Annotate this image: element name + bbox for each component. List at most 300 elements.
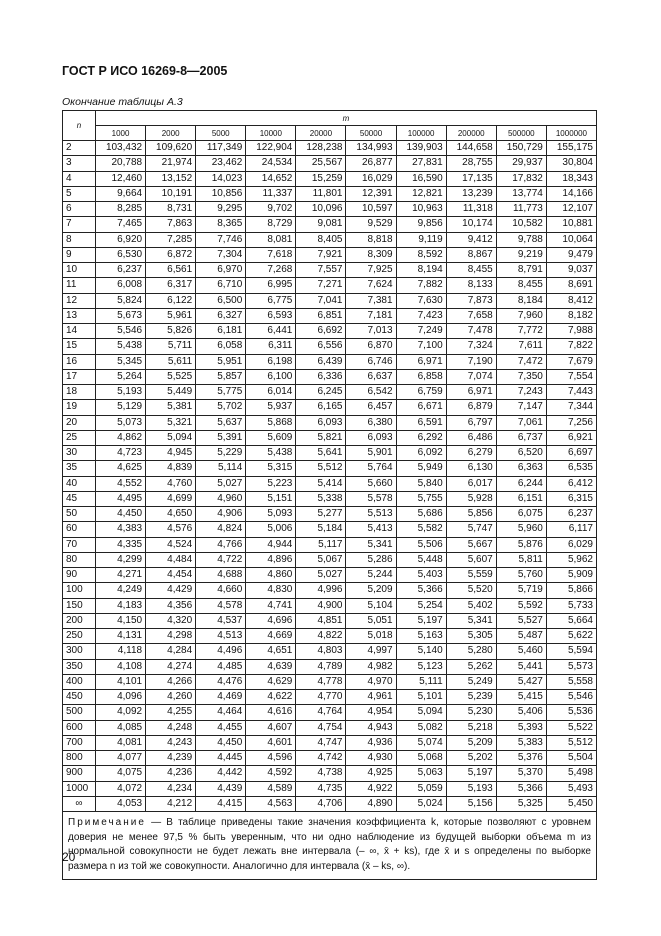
value-cell: 5,522 <box>546 720 596 735</box>
m-column-500000: 500000 <box>496 126 546 141</box>
value-cell: 5,525 <box>146 369 196 384</box>
row-n-cell: ∞ <box>63 796 96 811</box>
value-cell: 18,343 <box>546 171 596 186</box>
value-cell: 4,803 <box>296 644 346 659</box>
value-cell: 5,286 <box>346 552 396 567</box>
value-cell: 5,383 <box>496 735 546 750</box>
value-cell: 5,901 <box>346 446 396 461</box>
table-row <box>63 598 597 613</box>
value-cell: 4,997 <box>346 644 396 659</box>
value-cell: 6,870 <box>346 339 396 354</box>
value-cell: 4,469 <box>196 690 246 705</box>
value-cell: 9,788 <box>496 232 546 247</box>
value-cell: 6,117 <box>546 522 596 537</box>
table-row <box>63 171 597 186</box>
value-cell: 6,017 <box>446 476 496 491</box>
value-cell: 14,166 <box>546 186 596 201</box>
row-n-cell: 50 <box>63 507 96 522</box>
value-cell: 5,448 <box>396 552 446 567</box>
value-cell: 6,872 <box>146 247 196 262</box>
value-cell: 12,107 <box>546 202 596 217</box>
row-n-cell: 800 <box>63 751 96 766</box>
value-cell: 7,658 <box>446 308 496 323</box>
value-cell: 5,719 <box>496 583 546 598</box>
value-cell: 5,093 <box>246 507 296 522</box>
table-row <box>63 491 597 506</box>
value-cell: 5,824 <box>96 293 146 308</box>
value-cell: 13,774 <box>496 186 546 201</box>
value-cell: 4,896 <box>246 552 296 567</box>
value-cell: 8,182 <box>546 308 596 323</box>
row-n-cell: 10 <box>63 263 96 278</box>
value-cell: 5,068 <box>396 751 446 766</box>
row-n-cell: 90 <box>63 568 96 583</box>
value-cell: 4,239 <box>146 751 196 766</box>
value-cell: 5,937 <box>246 400 296 415</box>
value-cell: 5,536 <box>546 705 596 720</box>
value-cell: 5,493 <box>546 781 596 796</box>
table-row <box>63 537 597 552</box>
value-cell: 6,500 <box>196 293 246 308</box>
value-cell: 5,857 <box>196 369 246 384</box>
m-column-5000: 5000 <box>196 126 246 141</box>
table-row <box>63 354 597 369</box>
value-cell: 5,163 <box>396 629 446 644</box>
value-cell: 5,073 <box>96 415 146 430</box>
value-cell: 5,438 <box>246 446 296 461</box>
value-cell: 5,686 <box>396 507 446 522</box>
value-cell: 6,100 <box>246 369 296 384</box>
value-cell: 5,573 <box>546 659 596 674</box>
value-cell: 5,449 <box>146 385 196 400</box>
value-cell: 10,597 <box>346 202 396 217</box>
value-cell: 6,130 <box>446 461 496 476</box>
value-cell: 5,611 <box>146 354 196 369</box>
row-n-cell: 5 <box>63 186 96 201</box>
value-cell: 8,729 <box>246 217 296 232</box>
value-cell: 4,639 <box>246 659 296 674</box>
value-cell: 4,552 <box>96 476 146 491</box>
value-cell: 4,625 <box>96 461 146 476</box>
value-cell: 4,356 <box>146 598 196 613</box>
value-cell: 9,412 <box>446 232 496 247</box>
value-cell: 7,443 <box>546 385 596 400</box>
value-cell: 6,122 <box>146 293 196 308</box>
value-cell: 5,381 <box>146 400 196 415</box>
value-cell: 4,131 <box>96 629 146 644</box>
value-cell: 4,260 <box>146 690 196 705</box>
page-number: 20 <box>62 850 76 864</box>
value-cell: 5,024 <box>396 796 446 811</box>
value-cell: 4,445 <box>196 751 246 766</box>
value-cell: 4,415 <box>196 796 246 811</box>
value-cell: 4,320 <box>146 613 196 628</box>
value-cell: 4,944 <box>246 537 296 552</box>
value-cell: 4,118 <box>96 644 146 659</box>
value-cell: 7,423 <box>396 308 446 323</box>
value-cell: 5,450 <box>546 796 596 811</box>
value-cell: 7,249 <box>396 324 446 339</box>
value-cell: 4,770 <box>296 690 346 705</box>
value-cell: 10,096 <box>296 202 346 217</box>
table-row <box>63 217 597 232</box>
value-cell: 10,191 <box>146 186 196 201</box>
value-cell: 5,504 <box>546 751 596 766</box>
value-cell: 7,882 <box>396 278 446 293</box>
value-cell: 4,183 <box>96 598 146 613</box>
row-n-cell: 19 <box>63 400 96 415</box>
value-cell: 7,472 <box>496 354 546 369</box>
value-cell: 5,821 <box>296 430 346 445</box>
value-cell: 7,925 <box>346 263 396 278</box>
row-n-cell: 600 <box>63 720 96 735</box>
table-row <box>63 415 597 430</box>
value-cell: 5,460 <box>496 644 546 659</box>
value-cell: 4,754 <box>296 720 346 735</box>
value-cell: 4,484 <box>146 552 196 567</box>
value-cell: 26,877 <box>346 156 396 171</box>
value-cell: 4,960 <box>196 491 246 506</box>
table-row <box>63 674 597 689</box>
value-cell: 5,667 <box>446 537 496 552</box>
table-row <box>63 735 597 750</box>
value-cell: 25,567 <box>296 156 346 171</box>
table-row <box>63 263 597 278</box>
value-cell: 4,266 <box>146 674 196 689</box>
value-cell: 17,832 <box>496 171 546 186</box>
value-cell: 6,198 <box>246 354 296 369</box>
value-cell: 4,930 <box>346 751 396 766</box>
value-cell: 4,092 <box>96 705 146 720</box>
value-cell: 5,027 <box>196 476 246 491</box>
value-cell: 5,345 <box>96 354 146 369</box>
value-cell: 7,190 <box>446 354 496 369</box>
value-cell: 6,245 <box>296 385 346 400</box>
value-cell: 4,589 <box>246 781 296 796</box>
value-cell: 6,237 <box>546 507 596 522</box>
row-n-cell: 20 <box>63 415 96 430</box>
value-cell: 4,072 <box>96 781 146 796</box>
value-cell: 6,775 <box>246 293 296 308</box>
value-cell: 6,439 <box>296 354 346 369</box>
value-cell: 4,429 <box>146 583 196 598</box>
value-cell: 5,856 <box>446 507 496 522</box>
value-cell: 7,285 <box>146 232 196 247</box>
value-cell: 6,851 <box>296 308 346 323</box>
value-cell: 4,922 <box>346 781 396 796</box>
value-cell: 21,974 <box>146 156 196 171</box>
value-cell: 5,811 <box>496 552 546 567</box>
value-cell: 4,970 <box>346 674 396 689</box>
value-cell: 12,391 <box>346 186 396 201</box>
row-n-cell: 70 <box>63 537 96 552</box>
value-cell: 5,341 <box>446 613 496 628</box>
value-cell: 5,249 <box>446 674 496 689</box>
value-cell: 4,778 <box>296 674 346 689</box>
value-cell: 4,234 <box>146 781 196 796</box>
value-cell: 4,150 <box>96 613 146 628</box>
value-cell: 10,963 <box>396 202 446 217</box>
value-cell: 5,197 <box>446 766 496 781</box>
value-cell: 5,277 <box>296 507 346 522</box>
value-cell: 7,624 <box>346 278 396 293</box>
value-cell: 12,821 <box>396 186 446 201</box>
row-n-cell: 700 <box>63 735 96 750</box>
m-column-header: m <box>96 111 597 126</box>
value-cell: 8,791 <box>496 263 546 278</box>
value-cell: 4,537 <box>196 613 246 628</box>
value-cell: 4,651 <box>246 644 296 659</box>
value-cell: 4,696 <box>246 613 296 628</box>
value-cell: 5,202 <box>446 751 496 766</box>
value-cell: 5,594 <box>546 644 596 659</box>
row-n-cell: 17 <box>63 369 96 384</box>
value-cell: 6,181 <box>196 324 246 339</box>
m-column-100000: 100000 <box>396 126 446 141</box>
value-cell: 6,971 <box>396 354 446 369</box>
value-cell: 4,862 <box>96 430 146 445</box>
value-cell: 4,839 <box>146 461 196 476</box>
value-cell: 6,317 <box>146 278 196 293</box>
m-column-1000000: 1000000 <box>546 126 596 141</box>
table-row <box>63 247 597 262</box>
value-cell: 4,860 <box>246 568 296 583</box>
value-cell: 5,498 <box>546 766 596 781</box>
value-cell: 9,664 <box>96 186 146 201</box>
value-cell: 4,747 <box>296 735 346 750</box>
value-cell: 6,637 <box>346 369 396 384</box>
value-cell: 4,669 <box>246 629 296 644</box>
value-cell: 29,937 <box>496 156 546 171</box>
value-cell: 7,465 <box>96 217 146 232</box>
value-cell: 9,295 <box>196 202 246 217</box>
value-cell: 5,660 <box>346 476 396 491</box>
value-cell: 5,622 <box>546 629 596 644</box>
value-cell: 4,622 <box>246 690 296 705</box>
value-cell: 4,925 <box>346 766 396 781</box>
row-n-cell: 150 <box>63 598 96 613</box>
table-note <box>63 812 597 880</box>
value-cell: 4,822 <box>296 629 346 644</box>
value-cell: 5,366 <box>396 583 446 598</box>
table-row <box>63 583 597 598</box>
row-n-cell: 12 <box>63 293 96 308</box>
row-n-cell: 14 <box>63 324 96 339</box>
value-cell: 9,119 <box>396 232 446 247</box>
row-n-cell: 100 <box>63 583 96 598</box>
value-cell: 4,075 <box>96 766 146 781</box>
value-cell: 4,096 <box>96 690 146 705</box>
value-cell: 5,063 <box>396 766 446 781</box>
value-cell: 7,921 <box>296 247 346 262</box>
value-cell: 6,092 <box>396 446 446 461</box>
value-cell: 6,008 <box>96 278 146 293</box>
row-n-cell: 3 <box>63 156 96 171</box>
value-cell: 6,591 <box>396 415 446 430</box>
value-cell: 5,262 <box>446 659 496 674</box>
value-cell: 15,259 <box>296 171 346 186</box>
value-cell: 5,760 <box>496 568 546 583</box>
value-cell: 4,513 <box>196 629 246 644</box>
value-cell: 7,344 <box>546 400 596 415</box>
value-cell: 5,280 <box>446 644 496 659</box>
value-cell: 122,904 <box>246 141 296 156</box>
value-cell: 6,336 <box>296 369 346 384</box>
value-cell: 6,671 <box>396 400 446 415</box>
value-cell: 4,563 <box>246 796 296 811</box>
value-cell: 5,960 <box>496 522 546 537</box>
value-cell: 6,093 <box>296 415 346 430</box>
value-cell: 4,454 <box>146 568 196 583</box>
value-cell: 109,620 <box>146 141 196 156</box>
n-column-header: n <box>63 111 96 141</box>
value-cell: 8,184 <box>496 293 546 308</box>
table-row <box>63 522 597 537</box>
value-cell: 6,746 <box>346 354 396 369</box>
row-n-cell: 15 <box>63 339 96 354</box>
value-cell: 6,165 <box>296 400 346 415</box>
value-cell: 6,237 <box>96 263 146 278</box>
value-cell: 6,561 <box>146 263 196 278</box>
value-cell: 24,534 <box>246 156 296 171</box>
value-cell: 5,117 <box>296 537 346 552</box>
value-cell: 6,971 <box>446 385 496 400</box>
value-cell: 6,311 <box>246 339 296 354</box>
value-cell: 7,041 <box>296 293 346 308</box>
table-row <box>63 629 597 644</box>
table-row <box>63 324 597 339</box>
value-cell: 8,133 <box>446 278 496 293</box>
value-cell: 4,699 <box>146 491 196 506</box>
value-cell: 6,920 <box>96 232 146 247</box>
value-cell: 8,309 <box>346 247 396 262</box>
value-cell: 103,432 <box>96 141 146 156</box>
row-n-cell: 500 <box>63 705 96 720</box>
value-cell: 7,324 <box>446 339 496 354</box>
value-cell: 5,513 <box>346 507 396 522</box>
row-n-cell: 40 <box>63 476 96 491</box>
value-cell: 7,988 <box>546 324 596 339</box>
row-n-cell: 2 <box>63 141 96 156</box>
value-cell: 10,881 <box>546 217 596 232</box>
note-row <box>63 812 597 880</box>
value-cell: 7,863 <box>146 217 196 232</box>
value-cell: 5,229 <box>196 446 246 461</box>
table-row <box>63 690 597 705</box>
value-cell: 4,943 <box>346 720 396 735</box>
value-cell: 9,702 <box>246 202 296 217</box>
row-n-cell: 400 <box>63 674 96 689</box>
value-cell: 5,094 <box>146 430 196 445</box>
table-row <box>63 766 597 781</box>
value-cell: 5,607 <box>446 552 496 567</box>
value-cell: 5,184 <box>296 522 346 537</box>
value-cell: 7,350 <box>496 369 546 384</box>
value-cell: 4,255 <box>146 705 196 720</box>
value-cell: 7,873 <box>446 293 496 308</box>
value-cell: 5,427 <box>496 674 546 689</box>
value-cell: 5,305 <box>446 629 496 644</box>
value-cell: 5,082 <box>396 720 446 735</box>
value-cell: 5,520 <box>446 583 496 598</box>
value-cell: 5,951 <box>196 354 246 369</box>
value-cell: 4,274 <box>146 659 196 674</box>
value-cell: 5,230 <box>446 705 496 720</box>
value-cell: 6,363 <box>496 461 546 476</box>
value-cell: 9,856 <box>396 217 446 232</box>
value-cell: 6,879 <box>446 400 496 415</box>
value-cell: 27,831 <box>396 156 446 171</box>
value-cell: 6,292 <box>396 430 446 445</box>
value-cell: 5,826 <box>146 324 196 339</box>
value-cell: 5,909 <box>546 568 596 583</box>
value-cell: 155,175 <box>546 141 596 156</box>
m-column-1000: 1000 <box>96 126 146 141</box>
value-cell: 28,755 <box>446 156 496 171</box>
row-n-cell: 80 <box>63 552 96 567</box>
value-cell: 128,238 <box>296 141 346 156</box>
value-cell: 4,442 <box>196 766 246 781</box>
value-cell: 7,618 <box>246 247 296 262</box>
value-cell: 5,512 <box>546 735 596 750</box>
value-cell: 5,733 <box>546 598 596 613</box>
value-cell: 4,081 <box>96 735 146 750</box>
row-n-cell: 7 <box>63 217 96 232</box>
value-cell: 4,688 <box>196 568 246 583</box>
value-cell: 4,101 <box>96 674 146 689</box>
value-cell: 5,402 <box>446 598 496 613</box>
value-cell: 7,478 <box>446 324 496 339</box>
value-cell: 9,479 <box>546 247 596 262</box>
value-cell: 5,193 <box>446 781 496 796</box>
value-cell: 4,982 <box>346 659 396 674</box>
value-cell: 4,439 <box>196 781 246 796</box>
value-cell: 139,903 <box>396 141 446 156</box>
value-cell: 6,058 <box>196 339 246 354</box>
row-n-cell: 9 <box>63 247 96 262</box>
table-row <box>63 720 597 735</box>
value-cell: 4,890 <box>346 796 396 811</box>
value-cell: 8,455 <box>446 263 496 278</box>
value-cell: 17,135 <box>446 171 496 186</box>
value-cell: 8,412 <box>546 293 596 308</box>
value-cell: 4,476 <box>196 674 246 689</box>
row-n-cell: 13 <box>63 308 96 323</box>
value-cell: 6,457 <box>346 400 396 415</box>
table-caption: Окончание таблицы А.3 <box>62 96 183 108</box>
value-cell: 6,315 <box>546 491 596 506</box>
value-cell: 11,337 <box>246 186 296 201</box>
value-cell: 8,592 <box>396 247 446 262</box>
table-row <box>63 293 597 308</box>
value-cell: 7,679 <box>546 354 596 369</box>
m-column-50000: 50000 <box>346 126 396 141</box>
value-cell: 6,093 <box>346 430 396 445</box>
value-cell: 5,755 <box>396 491 446 506</box>
table-row <box>63 446 597 461</box>
value-cell: 4,496 <box>196 644 246 659</box>
value-cell: 5,193 <box>96 385 146 400</box>
value-cell: 7,304 <box>196 247 246 262</box>
value-cell: 10,174 <box>446 217 496 232</box>
value-cell: 8,818 <box>346 232 396 247</box>
value-cell: 16,590 <box>396 171 446 186</box>
value-cell: 5,641 <box>296 446 346 461</box>
value-cell: 5,403 <box>396 568 446 583</box>
value-cell: 6,921 <box>546 430 596 445</box>
value-cell: 5,949 <box>396 461 446 476</box>
value-cell: 4,108 <box>96 659 146 674</box>
